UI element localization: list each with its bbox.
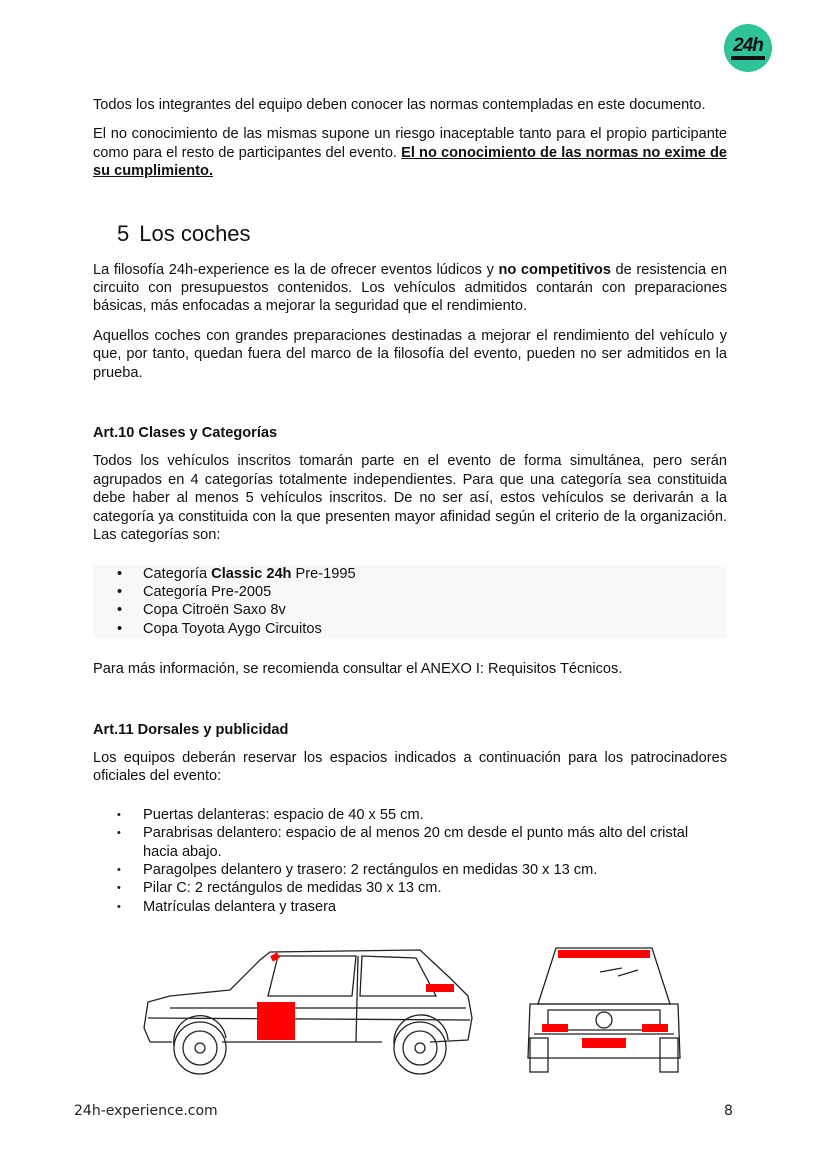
footer-page-number: 8 <box>724 1103 733 1119</box>
intro-paragraph-2 <box>93 125 727 180</box>
text-span: Pre-1995 <box>291 565 356 582</box>
list-item: • Parabrisas delantero: espacio de al menos 20 cm desde el punto más alto del cristal hacia abajo. <box>93 824 727 861</box>
brand-logo <box>724 24 772 72</box>
categories-list <box>93 565 727 639</box>
text-span: La filosofía 24h-experience es la de ofrecer eventos lúdicos y <box>93 261 499 278</box>
c-pillar-sponsor-area <box>426 984 454 992</box>
intro-text: El no conocimiento de las mismas supone un riesgo inaceptable tanto para el propio participante como para el resto de participantes del evento. <box>93 126 727 161</box>
art11-heading: Art.11 Dorsales y publicidad <box>93 721 289 738</box>
section-paragraph-2: Aquellos coches con grandes preparaciones destinadas a mejorar el rendimiento del vehículo y que, por tanto, quedan fuera del marco de la filosofía del evento, pueden no ser admitidos en la prueba. <box>93 327 727 381</box>
list-item: • Paragolpes delantero y trasero: 2 rectángulos en medidas 30 x 13 cm. <box>93 861 727 879</box>
section-number: 5 <box>117 220 130 246</box>
bold-span: Classic 24h <box>211 565 292 582</box>
list-item: • Matrículas delantera y trasera <box>93 898 727 916</box>
list-item: • Puertas delanteras: espacio de 40 x 55 cm. <box>93 806 727 824</box>
document-body <box>93 96 727 916</box>
bold-span: no competitivos <box>498 261 611 278</box>
text-span: de resistencia en circuito con presupuestos contenidos. Los vehículos admitidos contarán con preparaciones básicas, más enfocadas a mejorar la seguridad que el rendimiento. <box>93 261 727 315</box>
footer-site: 24h-experience.com <box>74 1103 218 1119</box>
art10-paragraph-2: Para más información, se recomienda consultar el ANEXO I: Requisitos Técnicos. <box>93 661 623 678</box>
front-bumper-right-sponsor-area <box>642 1024 668 1032</box>
list-item: • Copa Citroën Saxo 8v <box>93 601 727 619</box>
windshield-side-sponsor-area <box>270 952 280 961</box>
text-span: Categoría <box>143 565 212 582</box>
list-item <box>93 565 727 583</box>
art10-paragraph-1: Todos los vehículos inscritos tomarán parte en el evento de forma simultánea, pero serán agrupados en 4 categorías totalmente independientes. Para que una categoría sea constituida debe haber al menos 5 vehículos inscritos. De no ser así, estos vehículos se derivarán a la categoría ya constituida con la que presenten mayor afinidad según el criterio de la organización. Las categorías son: <box>93 453 727 544</box>
windshield-sponsor-area <box>558 950 650 958</box>
car-sponsor-diagram <box>130 938 690 1080</box>
door-sponsor-area <box>257 1002 295 1040</box>
front-bumper-left-sponsor-area <box>542 1024 568 1032</box>
logo-checker-bar <box>731 56 765 60</box>
list-item: • Pilar C: 2 rectángulos de medidas 30 x 13 cm. <box>93 879 727 897</box>
section-heading <box>117 221 727 247</box>
car-front-view-icon <box>528 948 680 1072</box>
intro-bold-warning: El no conocimiento de las normas no exime de su cumplimiento. <box>93 144 727 180</box>
front-plate-sponsor-area <box>582 1038 626 1048</box>
sponsor-spaces-list <box>93 806 727 916</box>
list-item: • Categoría Pre-2005 <box>93 583 727 601</box>
art10-heading: Art.10 Clases y Categorías <box>93 425 278 442</box>
intro-paragraph-1: Todos los integrantes del equipo deben conocer las normas contempladas en este documento. <box>93 97 706 113</box>
logo-text: 24h <box>733 35 763 56</box>
list-item: • Copa Toyota Aygo Circuitos <box>93 620 727 638</box>
car-side-view-icon <box>144 950 472 1074</box>
section-title: Los coches <box>139 220 251 246</box>
section-paragraph-1 <box>93 261 727 316</box>
art11-paragraph-1: Los equipos deberán reservar los espacios indicados a continuación para los patrocinadores oficiales del evento: <box>93 749 727 785</box>
